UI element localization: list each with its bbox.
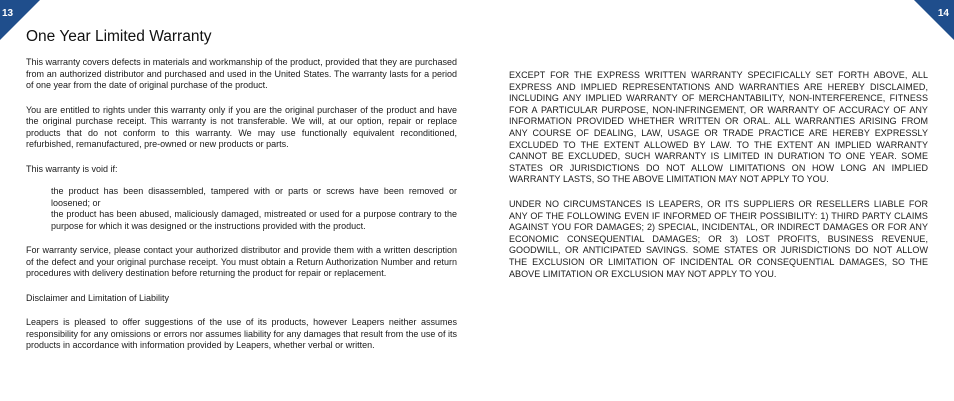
page-number-right: 14 xyxy=(937,8,949,19)
page-corner-right xyxy=(914,0,954,40)
left-page xyxy=(26,28,457,365)
disclaimer-heading: Disclaimer and Limitation of Liability xyxy=(26,292,170,303)
rights-paragraph: You are entitled to rights under this warranty only if you are the original purchaser of the product and have the original purchase receipt. This warranty is not transferable. We will, at our option, repair or replace products that do not conform to this warranty. We may use functionally equivalent reconditioned, refurbished, remanufactured, pre-owned or new products or parts. xyxy=(26,104,457,149)
page-title: One Year Limited Warranty xyxy=(26,28,212,45)
liability-paragraph: UNDER NO CIRCUMSTANCES IS LEAPERS, OR ITS SUPPLIERS OR RESELLERS LIABLE FOR ANY OF THE FOLLOWING EVEN IF INFORMED OF THEIR POSSIBILITY: 1) THIRD PARTY CLAIMS AGAINST YOU FOR DAMAGES; 2) SPECIAL, INCIDENTAL, OR INDIRECT DAMAGES OR FOR ANY ECONOMIC CONSEQUENTIAL DAMAGES; OR 3) LOST PROFITS, BUSINESS REVENUE, GOODWILL, OR ANTICIPATED SAVINGS. SOME STATES OR JURISDICTIONS DO NOT ALLOW THE EXCLUSION OR LIMITATION OF INCIDENTAL OR CONSEQUENTIAL DAMAGES, SO THE ABOVE LIMITATION OR EXCLUSION MAY NOT APPLY TO YOU. xyxy=(509,198,928,279)
void-conditions-list xyxy=(51,186,457,232)
service-paragraph: For warranty service, please contact your authorized distributor and provide them with a written description of the defect and your original purchase receipt. You must obtain a Return Authorization Number and return procedures with delivery destination before returning the product for repair or replacement. xyxy=(26,245,457,278)
page-number-left: 13 xyxy=(2,8,14,19)
void-condition-item: the product has been disassembled, tampered with or parts or screws have been removed or loosened; or xyxy=(51,186,457,208)
void-intro: This warranty is void if: xyxy=(26,163,118,174)
coverage-paragraph: This warranty covers defects in materials and workmanship of the product, provided that they are purchased from an authorized distributor and purchased and used in the United States. The warranty lasts for a period of one year from the date of original purchase of the product. xyxy=(26,57,457,90)
right-page xyxy=(509,70,928,293)
disclaimer-paragraph: Leapers is pleased to offer suggestions of the use of its products, however Leapers neither assumes responsibility for any omissions or errors nor assumes liability for any damages that result from the use of its products in accordance with information provided by Leapers, whether verbal or written. xyxy=(26,317,457,350)
void-condition-item: the product has been abused, maliciously damaged, mistreated or used for a purpose contrary to the purpose for which it was designed or the instructions provided with the product. xyxy=(51,209,457,231)
express-warranty-paragraph: EXCEPT FOR THE EXPRESS WRITTEN WARRANTY SPECIFICALLY SET FORTH ABOVE, ALL EXPRESS AND IMPLIED REPRESENTATIONS AND WARRANTIES ARE HEREBY DISCLAIMED, INCLUDING ANY IMPLIED WARRANTY OF MERCHANTABILITY, NON-INTERFERENCE, FITNESS FOR A PARTICULAR PURPOSE, NON-INFRINGEMENT, OR WARRANTY OF ACCURACY OF ANY INFORMATION PROVIDED WHETHER WRITTEN OR ORAL. ALL WARRANTIES ARISING FROM ANY COURSE OF DEALING, LAW, USAGE OR TRADE PRACTICE ARE HEREBY EXPRESSLY EXCLUDED TO THE EXTENT ALLOWED BY LAW. TO THE EXTENT AN IMPLIED WARRANTY CANNOT BE EXCLUDED, SUCH WARRANTY IS LIMITED IN DURATION TO ONE YEAR. SOME STATES OR JURISDICTIONS DO NOT ALLOW LIMITATIONS ON HOW LONG AN IMPLIED WARRANTY LASTS, SO THE ABOVE LIMITATION MAY NOT APPLY TO YOU. xyxy=(509,70,928,185)
